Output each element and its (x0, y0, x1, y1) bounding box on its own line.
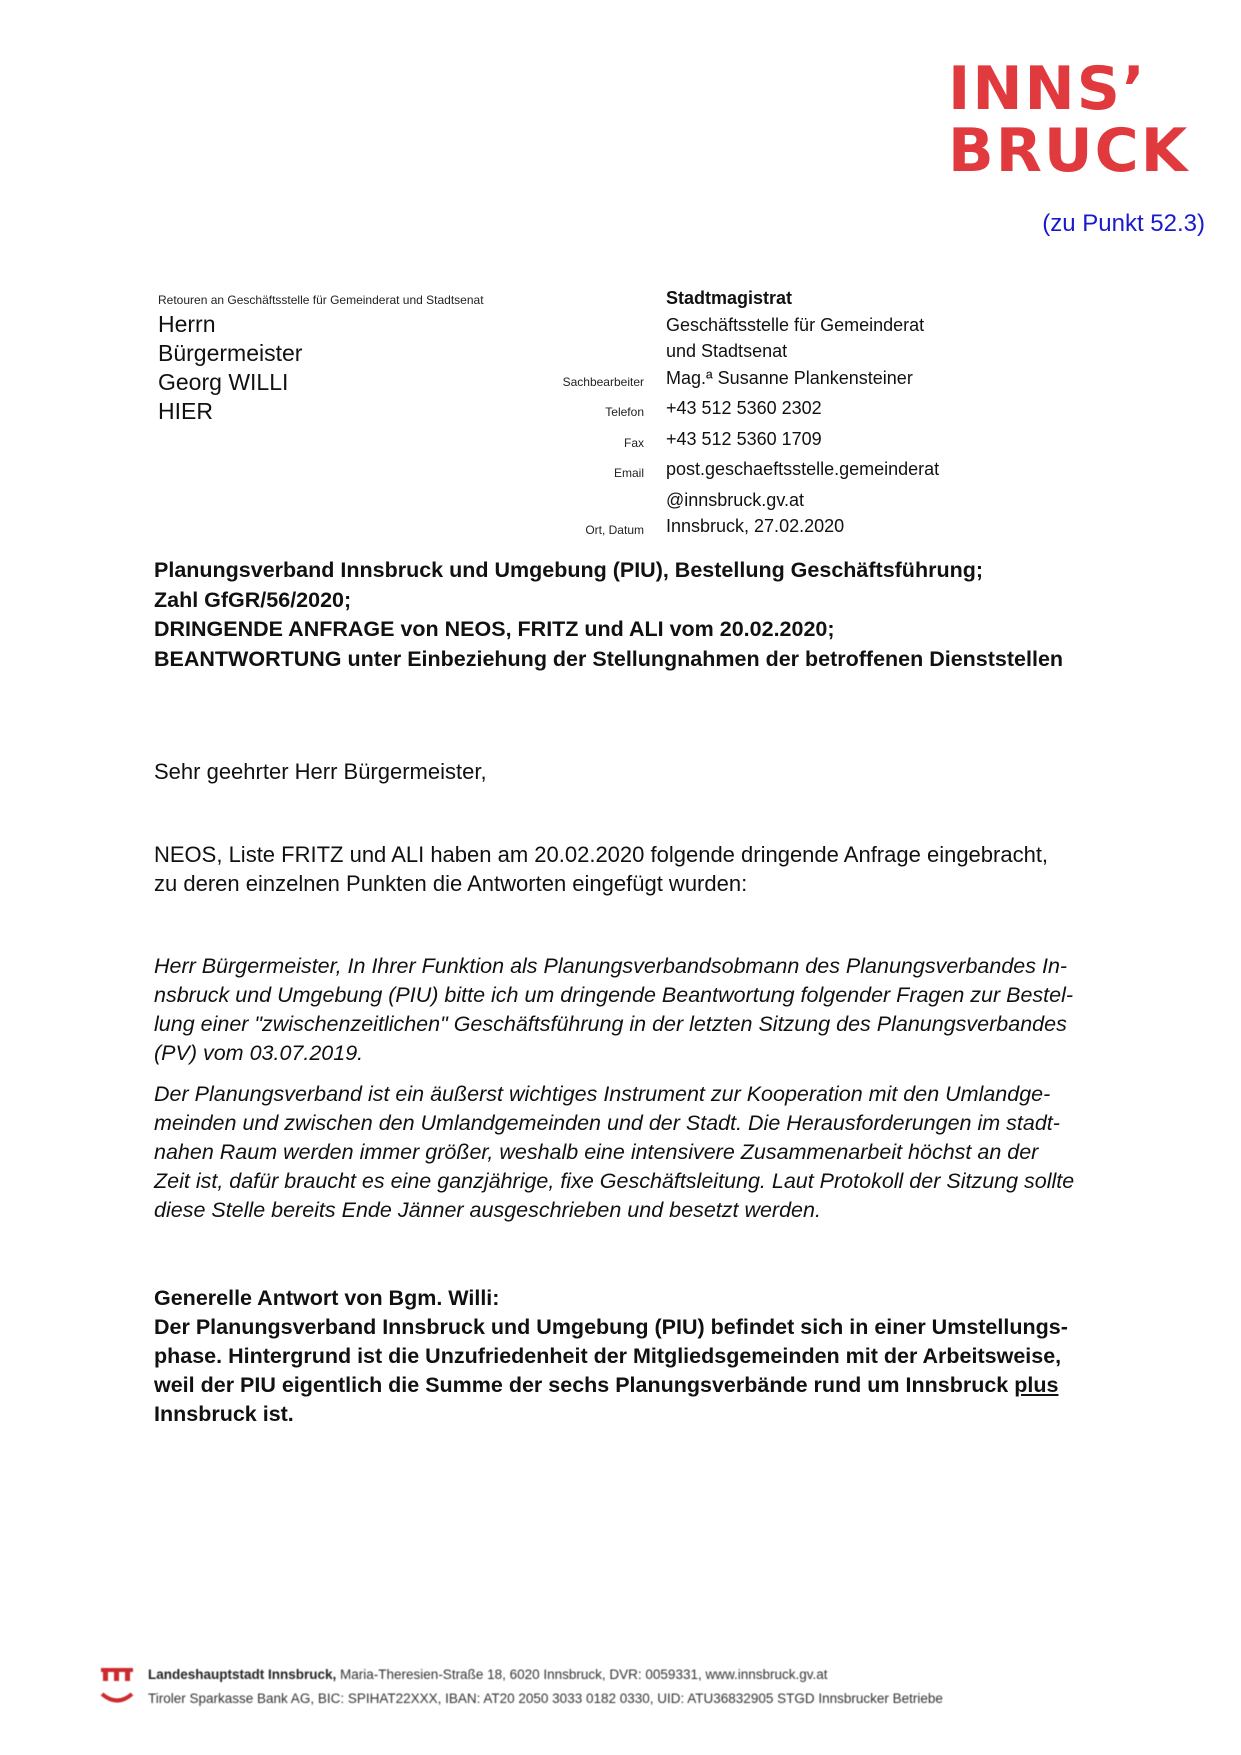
phone-label: Telefon (605, 405, 644, 419)
answer-line (154, 1371, 1144, 1400)
phone-value: +43 512 5360 2302 (666, 398, 822, 418)
subject-line: Zahl GfGR/56/2020; (154, 587, 352, 612)
subject-block (154, 556, 1154, 674)
sender-office: Stadtmagistrat (666, 288, 793, 308)
answer-line: Der Planungsverband Innsbruck und Umgebung (PIU) befindet sich in einer Umstellungs- (154, 1315, 1068, 1339)
salutation: Sehr geehrter Herr Bürgermeister, (154, 759, 487, 784)
place-date-value: Innsbruck, 27.02.2020 (666, 516, 845, 536)
answer-line: Innsbruck ist. (154, 1402, 294, 1426)
sender-phone-row (520, 395, 1080, 426)
footer-row-1 (100, 1662, 1200, 1686)
answer-line: phase. Hintergrund ist die Unzufriedenheit der Mitgliedsgemeinden mit der Arbeitsweise, (154, 1344, 1062, 1368)
recipient-line: Herrn (158, 311, 216, 337)
sender-email-row-2 (520, 487, 1080, 514)
sender-department-row (520, 312, 1080, 339)
logo-line-2: BRUCK (948, 116, 1190, 186)
subject-line: BEANTWORTUNG unter Einbeziehung der Stellungnahmen der betroffenen Dienststellen (154, 646, 1064, 671)
quote-line: Der Planungsverband ist ein äußerst wichtiges Instrument zur Kooperation mit den Umlandge- (154, 1082, 1051, 1106)
quote-line: nsbruck und Umgebung (PIU) bitte ich um dringende Beantwortung folgender Fragen zur Bestel- (154, 983, 1074, 1007)
quote-line: diese Stelle bereits Ende Jänner ausgeschrieben und besetzt werden. (154, 1198, 821, 1222)
sender-email-row (520, 456, 1080, 487)
sender-clerk-row (520, 365, 1080, 396)
fax-value: +43 512 5360 1709 (666, 428, 822, 449)
innsbruck-logo (948, 54, 1196, 186)
quote-line: lung einer "zwischenzeitlichen" Geschäftsführung in der letzten Sitzung des Planungsverbandes (154, 1012, 1067, 1036)
recipient-address (158, 310, 302, 426)
return-address-line: Retouren an Geschäftsstelle für Gemeinderat und Stadtsenat (158, 293, 484, 307)
footer-bank-details: Tiroler Sparkasse Bank AG, BIC: SPIHAT22XXX, IBAN: AT20 2050 3033 0182 0330, UID: ATU36832905 STGD Innsbrucker Betriebe (148, 1690, 943, 1706)
quote-paragraph-2 (154, 1080, 1142, 1225)
sender-block (520, 285, 1080, 544)
city-emblem-bridge-icon (100, 1689, 134, 1707)
email-label: Email (613, 466, 644, 480)
intro-line: zu deren einzelnen Punkten die Antworten eingefügt wurden: (154, 871, 748, 896)
recipient-line: HIER (158, 398, 213, 424)
email-domain: @innsbruck.gv.at (666, 489, 804, 510)
inquiry-quote (154, 952, 1142, 1237)
sender-department: und Stadtsenat (666, 341, 788, 361)
answer-heading: Generelle Antwort von Bgm. Willi: (154, 1286, 500, 1310)
intro-line: NEOS, Liste FRITZ und ALI haben am 20.02.2020 folgende dringende Anfrage eingebracht, (154, 842, 1049, 867)
subject-line: Planungsverband Innsbruck und Umgebung (PIU), Bestellung Geschäftsführung; (154, 558, 983, 582)
answer-block (154, 1284, 1144, 1429)
footer-row-2 (100, 1686, 1200, 1710)
sender-department: Geschäftsstelle für Gemeinderat (666, 314, 925, 335)
sender-office-row (520, 285, 1080, 312)
place-date-label: Ort, Datum (585, 523, 644, 537)
answer-line-text: weil der PIU eigentlich die Summe der sechs Planungsverbände rund um Innsbruck (154, 1373, 1015, 1397)
quote-line: (PV) vom 03.07.2019. (154, 1041, 364, 1065)
quote-paragraph-1 (154, 952, 1142, 1068)
sender-department-row (520, 338, 1080, 365)
recipient-line: Georg WILLI (158, 369, 289, 395)
email-value: post.geschaeftsstelle.gemeinderat (666, 459, 940, 479)
letter-footer (100, 1662, 1200, 1710)
footer-address: Maria-Theresien-Straße 18, 6020 Innsbruck, DVR: 0059331, www.innsbruck.gv.at (336, 1666, 828, 1682)
intro-paragraph (154, 840, 1144, 898)
quote-line: nahen Raum werden immer größer, weshalb eine intensivere Zusammenarbeit höchst an der (154, 1140, 1039, 1164)
sender-fax-row (520, 426, 1080, 457)
subject-line: DRINGENDE ANFRAGE von NEOS, FRITZ und ALI vom 20.02.2020; (154, 617, 835, 641)
fax-label: Fax (623, 435, 644, 450)
sender-date-row (520, 513, 1080, 544)
quote-line: Zeit ist, dafür braucht es eine ganzjährige, fixe Geschäftsleitung. Laut Protokoll der Sitzung sollte (154, 1169, 1075, 1193)
city-emblem-icon (100, 1665, 134, 1683)
answer-underlined-word: plus (1014, 1373, 1059, 1397)
clerk-label: Sachbearbeiter (562, 374, 644, 389)
quote-line: meinden und zwischen den Umlandgemeinden und der Stadt. Die Herausforderungen im stadt- (154, 1111, 1060, 1135)
clerk-name: Mag.ª Susanne Plankensteiner (666, 367, 913, 388)
footer-city-name: Landeshauptstadt Innsbruck, (148, 1666, 337, 1682)
reference-note: (zu Punkt 52.3) (1042, 210, 1205, 237)
logo-line-1: INNS’ (948, 54, 1147, 124)
recipient-line: Bürgermeister (158, 340, 303, 366)
quote-line: Herr Bürgermeister, In Ihrer Funktion als Planungsverbandsobmann des Planungsverbandes In- (154, 954, 1068, 978)
